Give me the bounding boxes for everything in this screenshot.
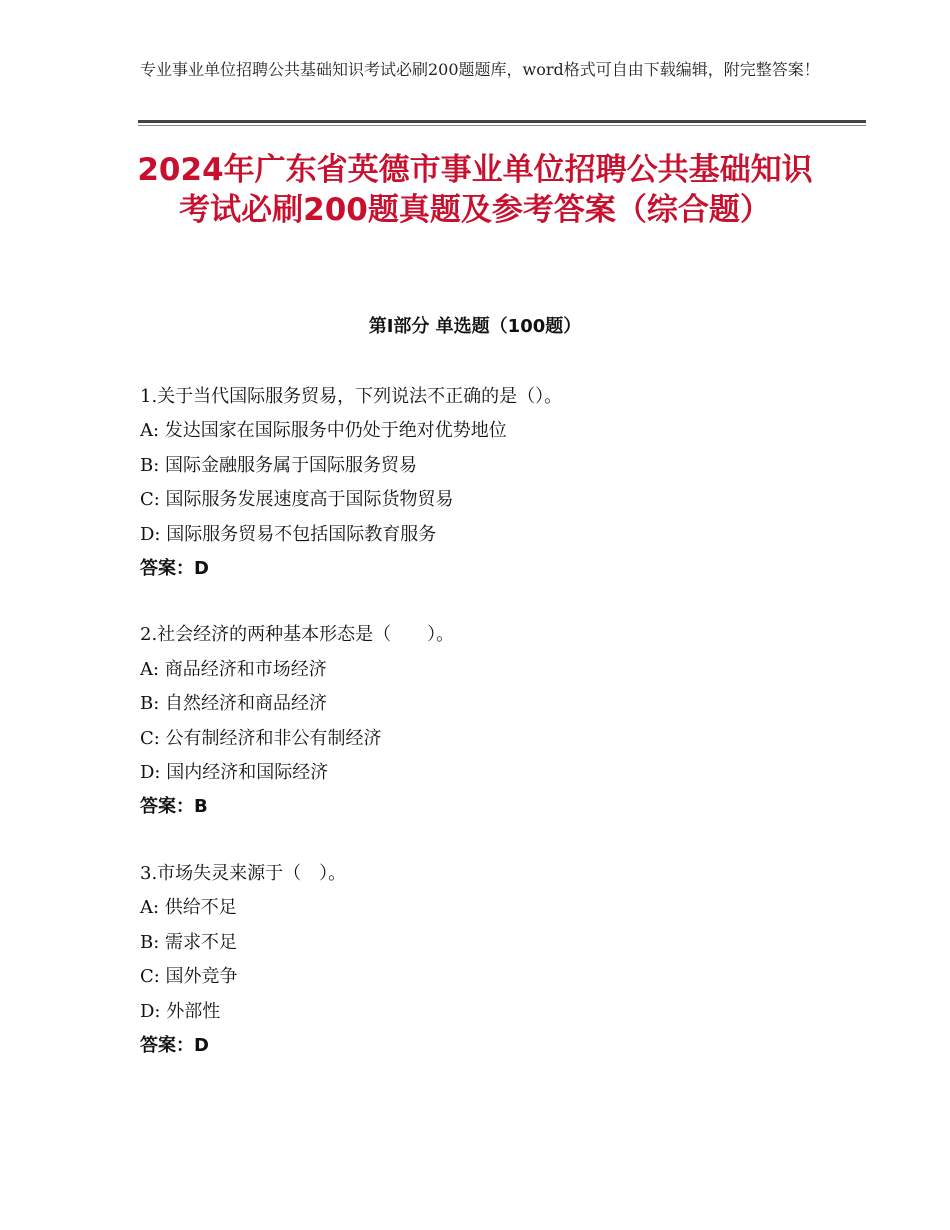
question-stem: 1.关于当代国际服务贸易，下列说法不正确的是（）。 (140, 386, 563, 407)
question-stem: 2.社会经济的两种基本形态是（ ）。 (140, 624, 455, 646)
header-note: 专业事业单位招聘公共基础知识考试必刷200题题库，word格式可自由下载编辑，附完整答案！ (140, 60, 820, 79)
section-heading: 第Ⅰ部分 单选题（100题） (368, 316, 582, 337)
option-d: D: 国际服务贸易不包括国际教育服务 (140, 523, 437, 545)
option-b: B: 自然经济和商品经济 (140, 693, 328, 715)
option-a: A: 供给不足 (140, 897, 237, 919)
option-b: B: 国际金融服务属于国际服务贸易 (140, 454, 418, 476)
header-rule-thin (138, 125, 866, 126)
question-list (140, 380, 840, 1095)
answer-label: 答案：B (140, 796, 208, 818)
option-c: C: 国外竞争 (140, 966, 238, 988)
option-c: C: 国际服务发展速度高于国际货物贸易 (140, 489, 454, 511)
answer-label: 答案：D (140, 558, 209, 580)
option-a: A: 发达国家在国际服务中仍处于绝对优势地位 (140, 420, 507, 442)
question-stem: 3.市场失灵来源于（ ）。 (140, 862, 347, 884)
option-d: D: 外部性 (140, 1000, 221, 1022)
option-c: C: 公有制经济和非公有制经济 (140, 727, 382, 749)
option-a: A: 商品经济和市场经济 (140, 658, 327, 680)
option-b: B: 需求不足 (140, 931, 238, 953)
question-2 (140, 618, 840, 824)
answer-label: 答案：D (140, 1034, 209, 1056)
document-title: 2024年广东省英德市事业单位招聘公共基础知识考试必刷200题真题及参考答案（综合题） (137, 152, 813, 228)
question-3 (140, 857, 840, 1063)
question-1 (140, 380, 840, 586)
option-d: D: 国内经济和国际经济 (140, 762, 329, 784)
header-rule-thick (138, 120, 866, 123)
